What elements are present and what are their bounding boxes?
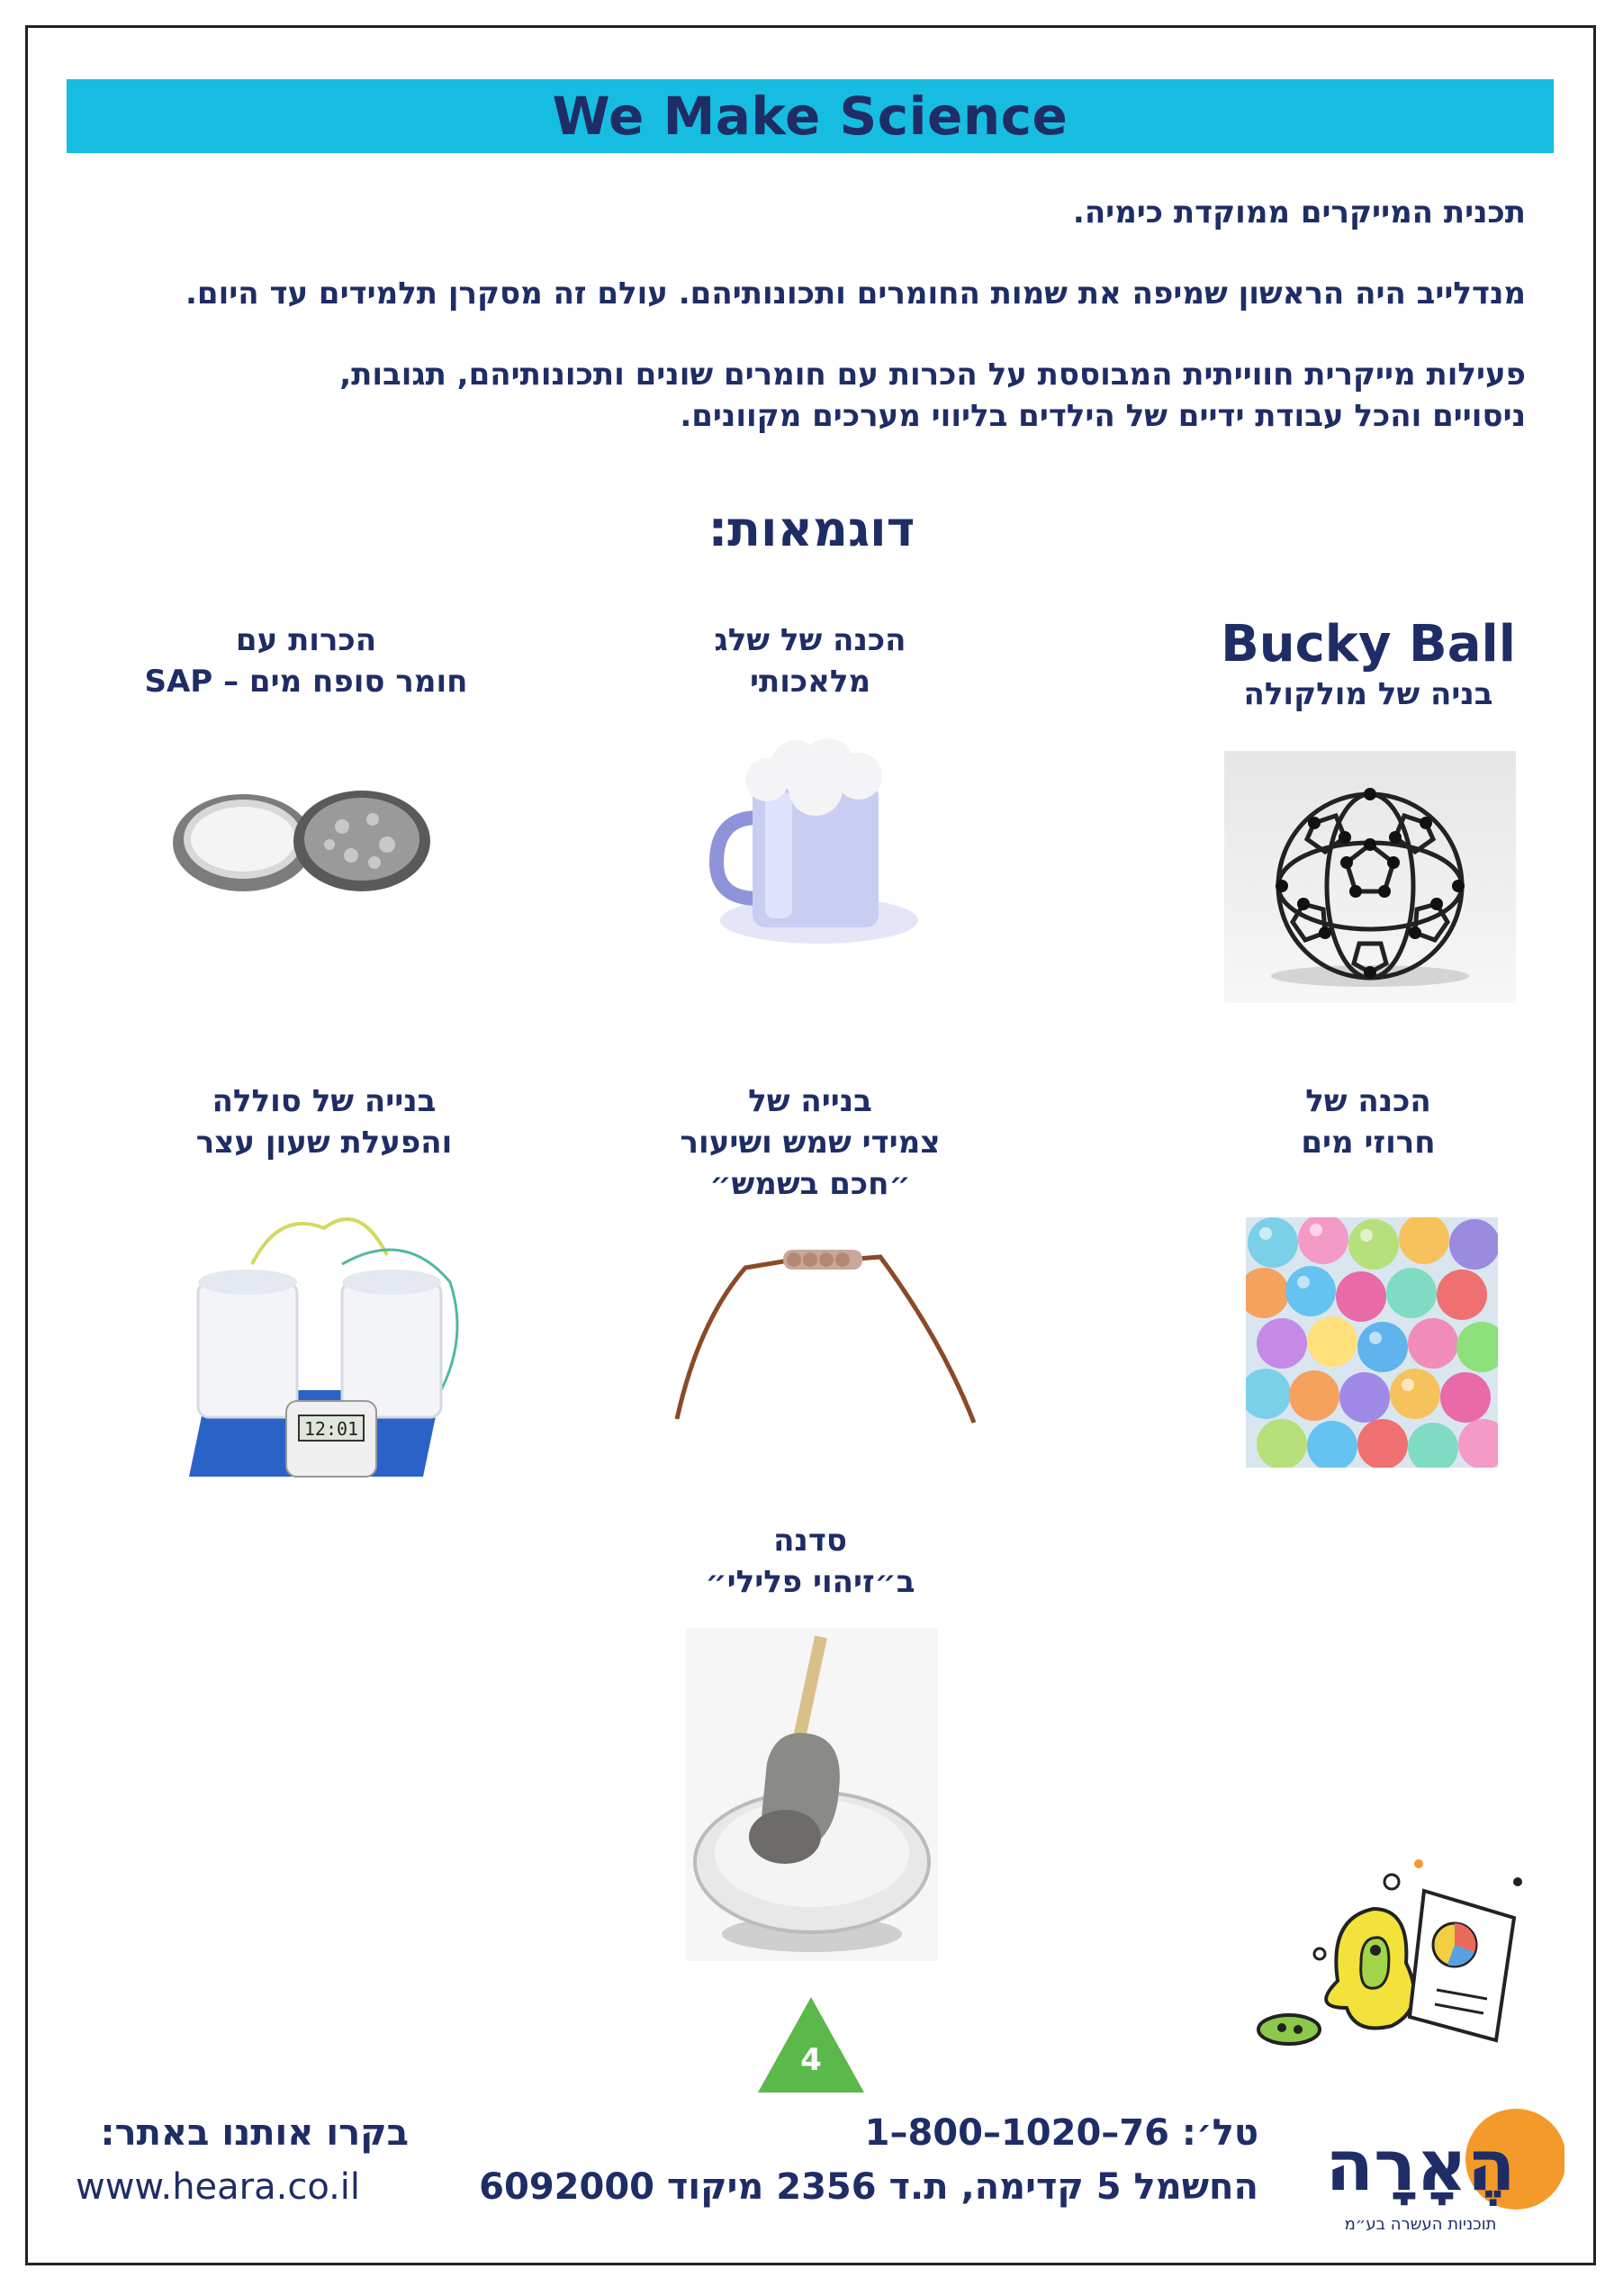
artificial-snow-mug-image — [702, 728, 918, 953]
example-battery-line1: בנייה של סוללה — [212, 1083, 437, 1119]
intro-line-1: תכנית המייקרים ממוקדת כימיה. — [1072, 194, 1526, 231]
example-beads-line2: חרוזי מים — [1301, 1125, 1436, 1161]
heara-logo — [1285, 2103, 1564, 2238]
example-bracelet-caption — [612, 1080, 1008, 1205]
footer-visit-label: בקרו אותנו באתר: — [100, 2112, 409, 2154]
example-forensics-line1: סדנה — [773, 1523, 847, 1559]
example-bucky-caption — [1188, 616, 1548, 715]
title-banner — [67, 79, 1554, 153]
sun-bracelet-image — [672, 1214, 978, 1439]
example-bracelet-line3: ״חכם בשמש״ — [709, 1166, 911, 1202]
example-beads-line1: הכנה של — [1305, 1083, 1431, 1119]
example-forensics-line2: ב״זיהוי פלילי״ — [705, 1564, 915, 1600]
example-snow-line1: הכנה של שלג — [714, 622, 906, 658]
logo-wordmark: הֶאָרָה — [1325, 2126, 1516, 2207]
example-bracelet-line2: צמידי שמש ושיעור — [680, 1125, 941, 1161]
example-sap-caption — [117, 619, 495, 702]
footer-phone: טל׳: 76–1020–800–1 — [864, 2112, 1258, 2154]
science-doodle-illustration — [1248, 1855, 1532, 2062]
example-bucky-title: Bucky Ball — [1221, 615, 1516, 673]
bucky-ball-image — [1224, 751, 1516, 1003]
example-battery-line2: והפעלת שעון עצר — [195, 1125, 453, 1161]
example-snow-caption — [630, 619, 990, 702]
battery-clock-image — [180, 1210, 482, 1480]
footer-website[interactable]: www.heara.co.il — [76, 2166, 361, 2208]
example-sap-line1: הכרות עם — [235, 622, 377, 658]
examples-heading: דוגמאות: — [708, 501, 915, 557]
example-sap-line2: חומר סופח מים – SAP — [144, 664, 468, 700]
example-forensics-caption — [630, 1520, 990, 1603]
intro-line-2: מנדלייב היה הראשון שמיפה את שמות החומרים ותכונותיהם. עולם זה מסקרן תלמידים עד היום. — [185, 276, 1526, 312]
intro-line-3a: פעילות מייקרית חווייתית המבוססת על הכרות עם חומרים שונים ותכונותיהם, תגובות, — [339, 357, 1526, 393]
logo-subtitle: תוכניות העשרה בע״מ — [1344, 2215, 1497, 2234]
intro-line-3b: ניסויים והכל עבודת ידיים של הילדים בליווי מערכים מקוונים. — [680, 398, 1526, 434]
water-beads-image — [1246, 1217, 1498, 1468]
example-battery-caption — [135, 1080, 513, 1163]
footer-address: החשמל 5 קדימה, ת.ד 2356 מיקוד 6092000 — [479, 2166, 1258, 2208]
forensics-bowl-image — [686, 1628, 938, 1961]
example-snow-line2: מלאכותי — [749, 664, 871, 700]
example-beads-caption — [1188, 1080, 1548, 1163]
sap-tins-image — [171, 780, 432, 897]
svg-text:12:01: 12:01 — [303, 1418, 359, 1440]
example-bucky-line1: בניה של מולקולה — [1243, 676, 1493, 712]
page-title: We Make Science — [552, 86, 1068, 147]
example-bracelet-line1: בנייה של — [748, 1083, 872, 1119]
page-number: 4 — [800, 2042, 822, 2078]
